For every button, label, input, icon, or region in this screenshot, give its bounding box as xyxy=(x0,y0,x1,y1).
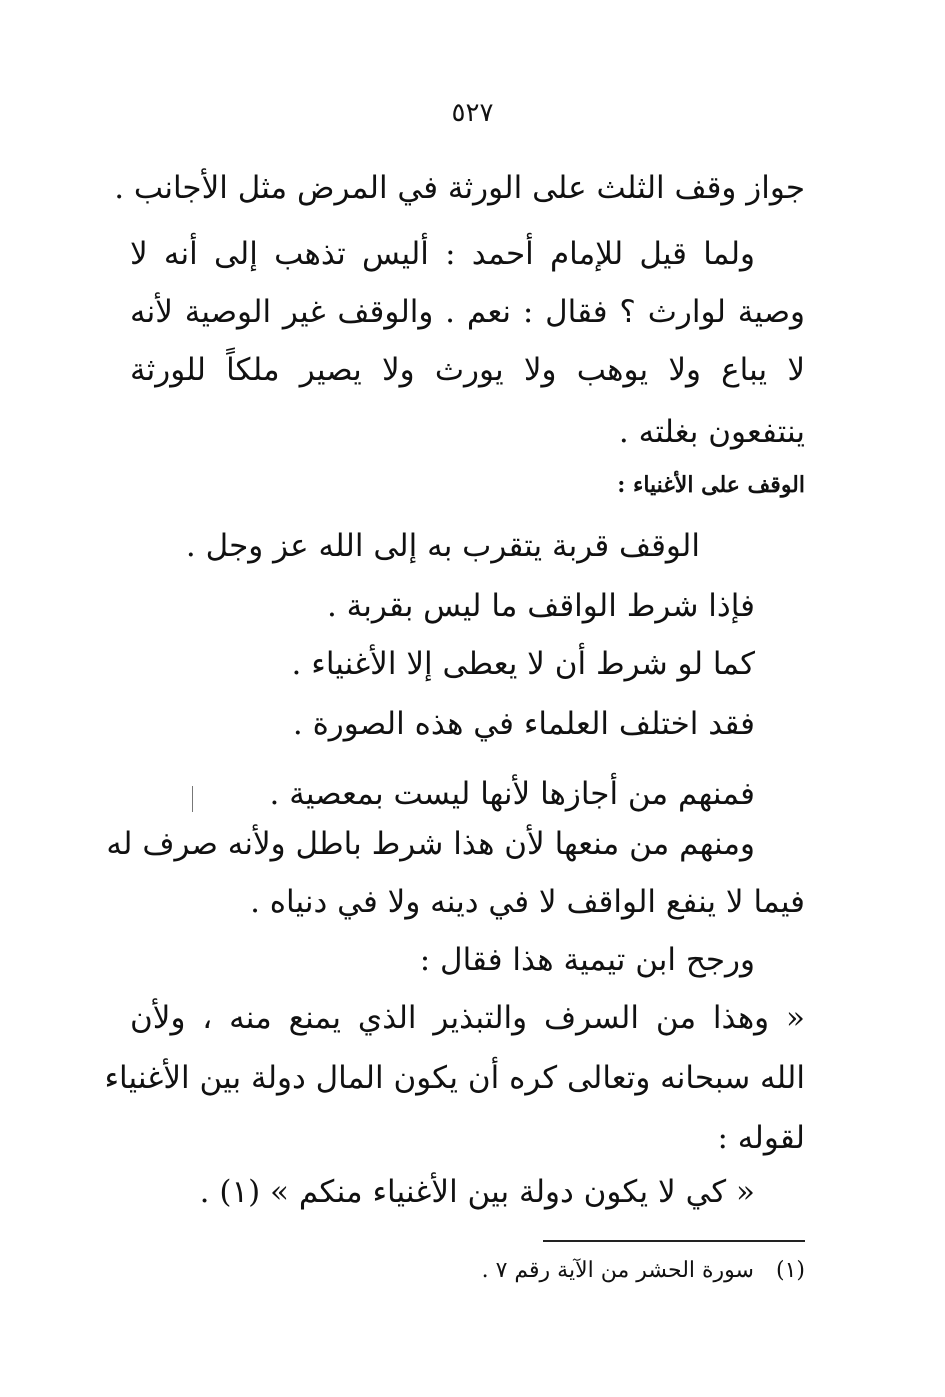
text-line: ولما قيل للإمام أحمد : أليس تذهب إلى أنه لا xyxy=(130,236,755,272)
text-line: وصية لوارث ؟ فقال : نعم . والوقف غير الوصية لأنه xyxy=(130,294,805,330)
text-line: الوقف قربة يتقرب به إلى الله عز وجل . xyxy=(185,528,700,564)
text-line: جواز وقف الثلث على الورثة في المرض مثل الأجانب . xyxy=(114,170,805,206)
footnote-text: سورة الحشر من الآية رقم ٧ . xyxy=(481,1258,754,1283)
text-line: لا يباع ولا يوهب ولا يورث ولا يصير ملكاً للورثة xyxy=(130,352,805,388)
text-line: فقد اختلف العلماء في هذه الصورة . xyxy=(292,706,755,742)
text-line: فإذا شرط الواقف ما ليس بقربة . xyxy=(326,588,755,624)
text-line: ينتفعون بغلته . xyxy=(618,414,805,450)
text-line: ومنهم من منعها لأن هذا شرط باطل ولأنه صرف له xyxy=(106,826,755,862)
footnote-number: (١) xyxy=(775,1258,805,1283)
text-line: كما لو شرط أن لا يعطى إلا الأغنياء . xyxy=(291,646,755,682)
section-heading: الوقف على الأغنياء : xyxy=(617,472,805,498)
text-line: فمنهم من أجازها لأنها ليست بمعصية . xyxy=(269,776,755,812)
quran-verse-line: « كي لا يكون دولة بين الأغنياء منكم » (١) . xyxy=(199,1174,755,1210)
text-line: لقوله : xyxy=(717,1120,805,1156)
text-line: فيما لا ينفع الواقف لا في دينه ولا في دنياه . xyxy=(250,884,805,920)
text-line: الله سبحانه وتعالى كره أن يكون المال دولة بين الأغنياء xyxy=(104,1060,805,1096)
footnote xyxy=(482,1258,805,1283)
page-number: ٥٢٧ xyxy=(451,98,494,128)
footnote-divider xyxy=(543,1240,805,1242)
text-line: « وهذا من السرف والتبذير الذي يمنع منه ، ولأن xyxy=(130,1000,805,1036)
margin-mark xyxy=(192,786,193,812)
text-line: ورجح ابن تيمية هذا فقال : xyxy=(419,942,755,978)
